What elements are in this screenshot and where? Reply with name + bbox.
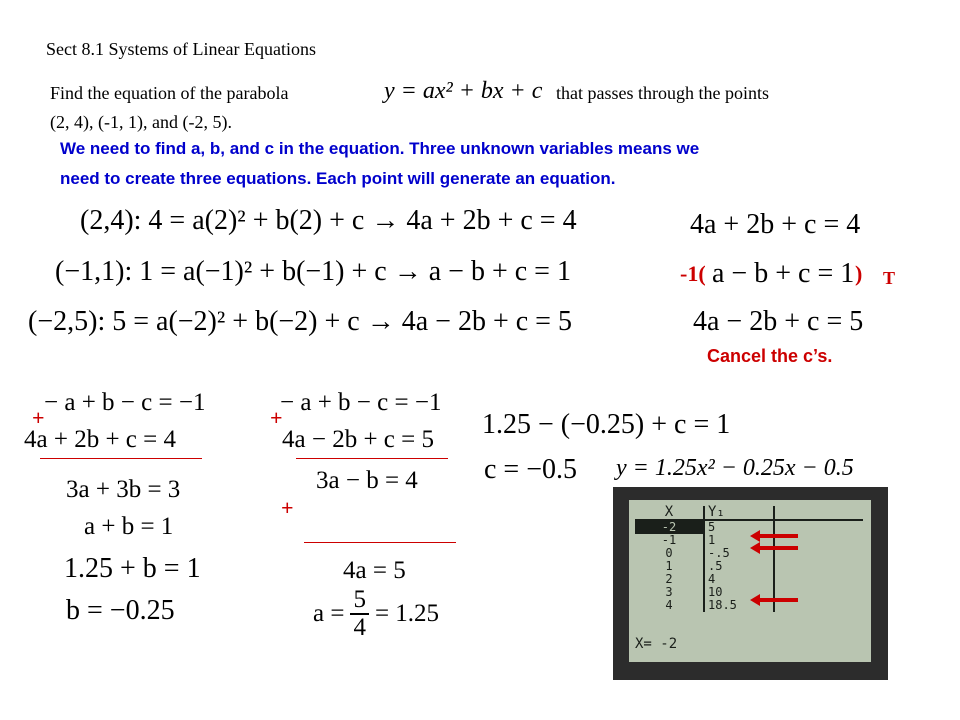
calculator-x-cell: -1 <box>635 534 704 547</box>
col-header-empty <box>774 506 863 520</box>
arrow-icon-3 <box>750 592 800 608</box>
calculator-x-cell: 2 <box>635 573 704 586</box>
elim1-substituted: 1.25 + b = 1 <box>64 553 201 584</box>
calculator-empty-cell <box>774 573 863 586</box>
elim1-result: 3a + 3b = 3 <box>66 476 181 503</box>
calculator-x-cell: 3 <box>635 586 704 599</box>
a-value: = 1.25 <box>374 600 440 628</box>
b-value: b = −0.25 <box>66 595 175 626</box>
system-eq-1: 4a + 2b + c = 4 <box>690 209 861 240</box>
problem-text-end: that passes through the points <box>556 83 769 103</box>
col-header-x: X <box>635 506 704 520</box>
sum-line-2 <box>296 458 448 459</box>
calculator-x-cell: 4 <box>635 599 704 612</box>
calculator-x-cell: -2 <box>635 520 704 534</box>
c-substitution: 1.25 − (−0.25) + c = 1 <box>482 409 731 440</box>
elim2-bottom: 4a − 2b + c = 5 <box>282 426 434 453</box>
calculator-table-screenshot <box>613 487 888 680</box>
a-denominator: 4 <box>353 614 366 642</box>
problem-points: (2, 4), (-1, 1), and (-2, 5). <box>50 112 232 132</box>
calculator-empty-cell <box>774 560 863 573</box>
sum-line-1 <box>40 458 202 459</box>
elim1-bottom: 4a + 2b + c = 4 <box>24 426 176 453</box>
system-eq-3: 4a − 2b + c = 5 <box>693 306 864 337</box>
calculator-y-cell: .5 <box>704 560 774 573</box>
elim1-simplified: a + b = 1 <box>84 513 174 540</box>
plus-sign-2: + <box>270 405 283 430</box>
calculator-y-cell: 4 <box>704 573 774 586</box>
point-equation-3: (−2,5): 5 = a(−2)² + b(−2) + c → 4a − 2b + c = 5 <box>28 306 572 337</box>
elim1-top: − a + b − c = −1 <box>44 389 206 416</box>
cancel-note: Cancel the c’s. <box>707 346 833 366</box>
elim2-sum: 4a = 5 <box>343 557 406 584</box>
elim2-top: − a + b − c = −1 <box>280 389 442 416</box>
c-value: c = −0.5 <box>484 454 578 485</box>
a-fraction <box>350 587 369 642</box>
calculator-row <box>635 599 863 612</box>
col-header-y1: Y₁ <box>704 506 774 520</box>
sum-line-3 <box>304 542 456 543</box>
calculator-y-cell: -.5 <box>704 547 774 560</box>
arrow-icon-2 <box>750 540 800 556</box>
calculator-y-cell: 10 <box>704 586 774 599</box>
calculator-y-cell: 1 <box>704 534 774 547</box>
plus-sign-3: + <box>281 495 294 520</box>
a-prefix: a = <box>313 600 345 628</box>
problem-text-start: Find the equation of the parabola <box>50 83 289 103</box>
point-equation-2: (−1,1): 1 = a(−1)² + b(−1) + c → a − b + c = 1 <box>55 256 571 287</box>
system-eq-2: a − b + c = 1 <box>712 258 855 289</box>
calculator-y-cell: 18.5 <box>704 599 774 612</box>
point-equation-1: (2,4): 4 = a(2)² + b(2) + c → 4a + 2b + c = 4 <box>80 205 577 236</box>
section-title: Sect 8.1 Systems of Linear Equations <box>46 39 316 59</box>
calculator-y-cell: 5 <box>704 520 774 534</box>
marker-t: T <box>883 268 896 288</box>
elim2-result: 3a − b = 4 <box>316 467 418 494</box>
final-equation: y = 1.25x² − 0.25x − 0.5 <box>616 455 854 481</box>
calculator-row <box>635 520 863 534</box>
parabola-equation: y = ax² + bx + c <box>384 78 543 104</box>
explanation-line-2: need to create three equations. Each point will generate an equation. <box>60 169 616 188</box>
plus-sign-1: + <box>32 405 45 430</box>
multiplier-close: ) <box>855 261 863 286</box>
calculator-x-cell: 0 <box>635 547 704 560</box>
calculator-screen <box>629 500 871 662</box>
calculator-x-cell: 1 <box>635 560 704 573</box>
a-numerator: 5 <box>350 587 369 615</box>
a-solution <box>313 587 439 642</box>
calculator-status: X= -2 <box>635 636 678 652</box>
explanation-line-1: We need to find a, b, and c in the equation. Three unknown variables means we <box>60 139 700 158</box>
multiplier-open: -1( <box>680 261 706 286</box>
